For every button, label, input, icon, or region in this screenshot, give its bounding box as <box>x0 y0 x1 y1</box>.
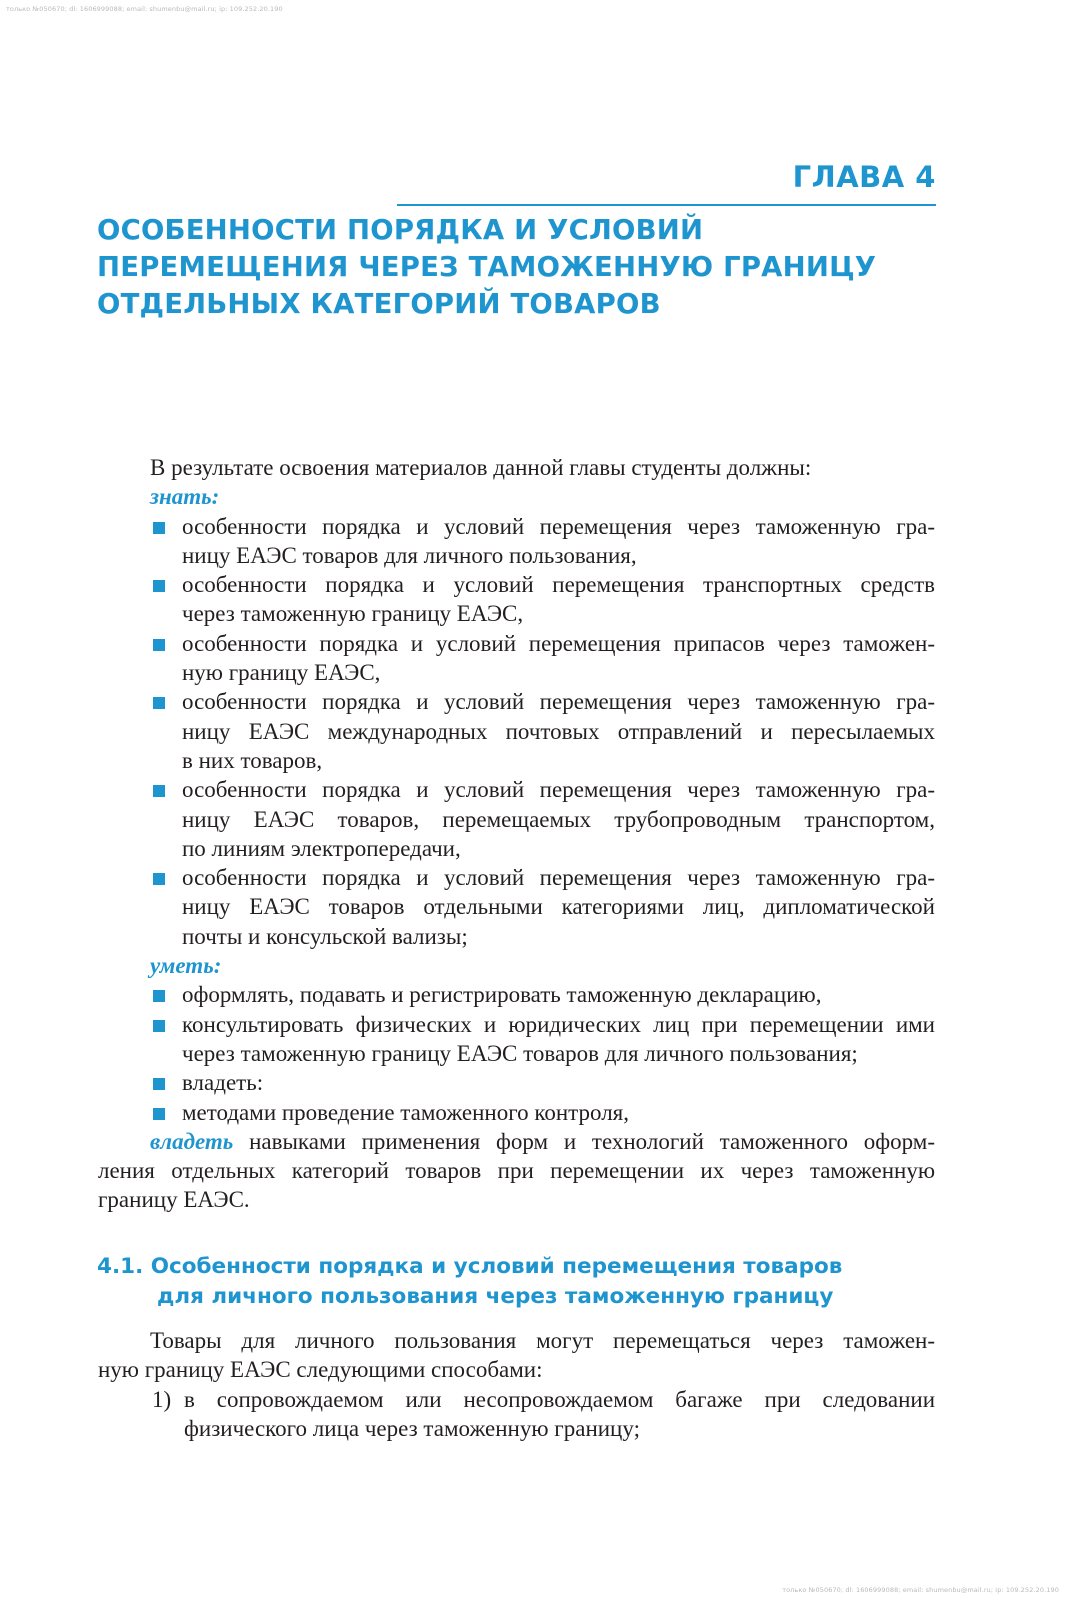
paragraph-line: Товары для личного пользования могут перемещаться через таможен- <box>150 1328 935 1353</box>
square-bullet-icon <box>153 1078 165 1090</box>
chapter-label: ГЛАВА 4 <box>792 160 936 194</box>
numbered-item-line: физического лица через таможенную границу; <box>184 1415 640 1441</box>
list-item-line: особенности порядка и условий перемещения через таможенную гра- <box>182 777 935 803</box>
section-heading <box>97 1252 957 1312</box>
list-item <box>150 980 935 1009</box>
outcomes-lead: В результате освоения материалов данной главы студенты должны: <box>150 455 812 480</box>
own-label: владеть <box>150 1128 234 1154</box>
list-item <box>150 570 935 629</box>
list-item <box>150 1068 935 1097</box>
list-item-line: оформлять, подавать и регистрировать таможенную декларацию, <box>182 982 822 1008</box>
know-label: знать: <box>150 484 220 510</box>
list-item-line: почты и консульской вализы; <box>182 923 468 949</box>
watermark-top: только №050670; dl: 1606999088; email: shumenbu@mail.ru; ip: 109.252.20.190 <box>6 5 283 13</box>
section-heading-line: для личного пользования через таможенную границу <box>157 1284 834 1309</box>
own-paragraph <box>98 1127 935 1215</box>
watermark-bottom: только №050670; dl: 1606999088; email: shumenbu@mail.ru; ip: 109.252.20.190 <box>782 1586 1059 1594</box>
know-list <box>150 512 935 951</box>
list-item-line: методами проведение таможенного контроля, <box>182 1099 629 1125</box>
numbered-item-line: в сопровождаемом или несопровождаемом багаже при следовании <box>184 1386 935 1412</box>
square-bullet-icon <box>153 580 165 592</box>
square-bullet-icon <box>153 639 165 651</box>
section-heading-line: 4.1. Особенности порядка и условий перемещения товаров <box>97 1254 843 1279</box>
can-label: уметь: <box>150 953 222 979</box>
list-item <box>150 1098 935 1127</box>
chapter-title-line: ОСОБЕННОСТИ ПОРЯДКА И УСЛОВИЙ <box>97 214 704 246</box>
list-item <box>150 775 935 863</box>
list-item-line: особенности порядка и условий перемещения транспортных средств <box>182 572 935 598</box>
paragraph-line: границу ЕАЭС. <box>98 1187 250 1213</box>
list-item-line: в них товаров, <box>182 747 323 773</box>
list-item-line: ницу ЕАЭС товаров отдельными категориями лиц, дипломатической <box>182 894 935 920</box>
square-bullet-icon <box>153 522 165 534</box>
list-item-line: ницу ЕАЭС товаров, перемещаемых трубопроводным транспортом, <box>182 806 935 832</box>
chapter-title <box>97 212 957 323</box>
list-item <box>150 512 935 571</box>
paragraph-line: ную границу ЕАЭС следующими способами: <box>98 1357 543 1383</box>
numbered-item <box>98 1385 935 1444</box>
square-bullet-icon <box>153 1020 165 1032</box>
square-bullet-icon <box>153 785 165 797</box>
list-item <box>150 629 935 688</box>
learning-outcomes <box>98 453 936 1215</box>
list-item-line: ницу ЕАЭС международных почтовых отправлений и пересылаемых <box>182 718 935 744</box>
list-item-line: ницу ЕАЭС товаров для личного пользования, <box>182 542 637 568</box>
can-list <box>150 980 935 1126</box>
list-item-line: особенности порядка и условий перемещения припасов через таможен- <box>182 630 935 656</box>
list-item-line: особенности порядка и условий перемещения через таможенную гра- <box>182 689 935 715</box>
chapter-title-line: ОТДЕЛЬНЫХ КАТЕГОРИЙ ТОВАРОВ <box>97 288 661 320</box>
paragraph-line: ления отдельных категорий товаров при перемещении их через таможенную <box>98 1158 935 1184</box>
list-item-line: особенности порядка и условий перемещения через таможенную гра- <box>182 513 935 539</box>
square-bullet-icon <box>153 697 165 709</box>
list-item-line: ную границу ЕАЭС, <box>182 660 381 686</box>
square-bullet-icon <box>153 1108 165 1120</box>
section-body <box>98 1326 935 1443</box>
square-bullet-icon <box>153 873 165 885</box>
list-item-line: особенности порядка и условий перемещения через таможенную гра- <box>182 865 935 891</box>
list-item-line: через таможенную границу ЕАЭС товаров для личного пользования; <box>182 1040 858 1066</box>
list-item-line: консультировать физических и юридических лиц при перемещении ими <box>182 1011 935 1037</box>
list-item <box>150 687 935 775</box>
paragraph-line <box>98 1127 935 1156</box>
chapter-title-line: ПЕРЕМЕЩЕНИЯ ЧЕРЕЗ ТАМОЖЕННУЮ ГРАНИЦУ <box>97 251 877 283</box>
chapter-rule <box>397 204 936 206</box>
square-bullet-icon <box>153 990 165 1002</box>
list-item-line: по линиям электропередачи, <box>182 835 461 861</box>
list-item <box>150 863 935 951</box>
list-item-line: через таможенную границу ЕАЭС, <box>182 601 524 627</box>
item-number: 1) <box>152 1386 172 1412</box>
list-item <box>150 1010 935 1069</box>
own-text: навыками применения форм и технологий таможенного оформ- <box>249 1128 936 1154</box>
list-item-line: владеть: <box>182 1070 264 1096</box>
